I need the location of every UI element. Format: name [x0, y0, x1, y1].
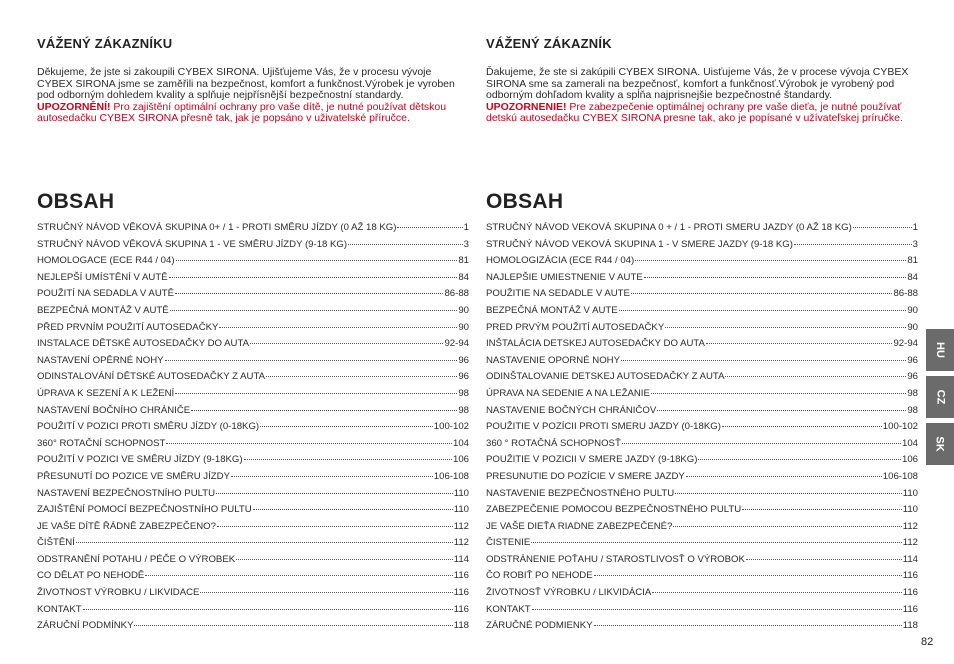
toc-entry-title: ODSTRÁNENIE POŤAHU / STAROSTLIVOSŤ O VÝROBOK: [486, 553, 745, 565]
greeting-heading: VÁŽENÝ ZÁKAZNÍK: [486, 36, 612, 51]
toc-entry-title: ŽIVOTNOST VÝROBKU / LIKVIDACE: [37, 587, 200, 599]
toc-entry: [37, 602, 469, 619]
toc-entry: [486, 336, 918, 353]
toc-entry: [486, 253, 918, 270]
language-tab-label: SK: [934, 436, 946, 452]
toc-entry-title: NEJLEPŠÍ UMÍSTĚNÍ V AUTĚ: [37, 271, 168, 283]
toc-entry-page: 112: [902, 537, 918, 549]
slovak-column: [486, 36, 918, 635]
greeting-heading: VÁŽENÝ ZÁKAZNÍKU: [37, 36, 173, 51]
toc-entry: [486, 618, 918, 635]
toc-entry-page: 92-94: [444, 338, 469, 350]
toc-entry: [486, 585, 918, 602]
toc-entry-title: NASTAVENIE OPORNÉ NOHY: [486, 354, 620, 366]
toc-leader-dots: [176, 260, 458, 261]
language-tab-sk[interactable]: [926, 423, 954, 465]
toc-entry-title: PRED PRVÝM POUŽITÍ AUTOSEDAČKY: [486, 321, 665, 333]
toc-leader-dots: [76, 542, 453, 543]
toc-entry: [37, 469, 469, 486]
toc-entry-page: 96: [458, 354, 469, 366]
toc-entry: [486, 386, 918, 403]
toc-entry: [37, 303, 469, 320]
warning-text: Pre zabezpečenie optimálnej ochrany pre vaše dieťa, je nutné používať detskú autosedačku CYBEX SIRONA presne tak, ako je popísané v užívateľskej príručke.: [486, 100, 903, 125]
toc-entry-title: POUŽITIE V POZÍCII PROTI SMERU JAZDY (0-18KG): [486, 421, 721, 433]
toc-entry: [486, 286, 918, 303]
toc-leader-dots: [169, 277, 458, 278]
toc-entry-page: 106: [452, 454, 469, 466]
toc-leader-dots: [794, 244, 912, 245]
toc-entry: [486, 237, 918, 254]
toc-leader-dots: [250, 343, 443, 344]
toc-entry-page: 106: [901, 454, 918, 466]
toc-entry: [37, 369, 469, 386]
toc-entry-page: 116: [902, 570, 918, 582]
toc-entry-title: NASTAVENÍ BOČNÍHO CHRÁNIČE: [37, 404, 191, 416]
table-of-contents: [486, 220, 918, 635]
toc-entry-title: HOMOLOGIZÁCIA (ECE R44 / 04): [486, 255, 635, 267]
toc-entry-page: 92-94: [893, 338, 918, 350]
toc-entry-title: ZAJIŠTĚNÍ POMOCÍ BEZPEČNOSTNÍHO PULTU: [37, 504, 252, 516]
toc-entry-title: BEZPEČNÁ MONTÁŽ V AUTĚ: [37, 304, 169, 316]
toc-entry-page: 112: [902, 520, 918, 532]
toc-entry-title: STRUČNÝ NÁVOD VEKOVÁ SKUPINA 0 + / 1 - PROTI SMERU JAZDY (0 AŽ 18 KG): [486, 222, 852, 233]
toc-entry-title: ÚPRAVA K SEZENÍ A K LEŽENÍ: [37, 387, 175, 399]
toc-entry: [486, 436, 918, 453]
toc-entry-page: 100-102: [433, 421, 469, 433]
toc-entry-title: ČISTENIE: [486, 537, 531, 549]
toc-entry-page: 96: [458, 371, 469, 383]
toc-entry-title: CO DĚLAT PO NEHODĚ: [37, 570, 145, 582]
toc-entry-title: 360° ROTAČNÍ SCHOPNOST: [37, 437, 166, 449]
toc-entry: [37, 386, 469, 403]
toc-leader-dots: [348, 244, 463, 245]
toc-entry: [37, 253, 469, 270]
toc-entry: [37, 585, 469, 602]
toc-entry-title: NASTAVENIE BOČNÝCH CHRÁNIČOV: [486, 404, 657, 416]
warning-label: UPOZORNENIE!: [486, 100, 567, 113]
intro-paragraph: Děkujeme, že jste si zakoupili CYBEX SIRONA. Ujišťujeme Vás, že v procesu vývoje CYBEX SIRONA jsme se zaměřili na bezpečnost, komfort a funkčnost.Výrobek je vyroben pod odborným dohledem kvality a splňuje nejpřísnější bezpečnostní standardy.: [37, 66, 455, 102]
toc-entry: [37, 486, 469, 503]
toc-entry-title: STRUČNÝ NÁVOD VEKOVÁ SKUPINA 1 - V SMERE JAZDY (9-18 KG): [486, 238, 793, 250]
contents-title: OBSAH: [37, 190, 115, 213]
toc-entry-page: 106-108: [433, 470, 469, 482]
toc-entry-page: 98: [907, 387, 918, 399]
toc-entry-title: POUŽITÍ V POZICI VE SMĚRU JÍZDY (9-18KG): [37, 454, 243, 466]
toc-leader-dots: [652, 592, 901, 593]
toc-leader-dots: [531, 542, 901, 543]
toc-leader-dots: [675, 493, 902, 494]
toc-leader-dots: [532, 609, 902, 610]
toc-entry: [37, 320, 469, 337]
toc-entry: [486, 602, 918, 619]
toc-entry-title: NASTAVENÍ BEZPEČNOSTNÍHO PULTU: [37, 487, 216, 499]
toc-entry: [486, 270, 918, 287]
toc-entry-page: 110: [453, 487, 469, 499]
toc-entry-page: 116: [453, 587, 469, 599]
toc-entry-page: 100-102: [882, 421, 918, 433]
toc-entry-page: 98: [458, 404, 469, 416]
toc-entry-page: 90: [458, 304, 469, 316]
toc-entry-title: PŘED PRVNÍM POUŽITÍ AUTOSEDAČKY: [37, 321, 219, 333]
toc-entry: [486, 353, 918, 370]
toc-leader-dots: [200, 592, 452, 593]
toc-leader-dots: [231, 476, 433, 477]
toc-entry: [37, 618, 469, 635]
toc-entry-title: INŠTALÁCIA DETSKEJ AUTOSEDAČKY DO AUTA: [486, 338, 705, 350]
toc-entry-page: 112: [453, 537, 469, 549]
toc-entry-page: 1: [912, 222, 918, 233]
toc-leader-dots: [266, 376, 457, 377]
toc-entry-page: 96: [907, 354, 918, 366]
toc-entry: [37, 270, 469, 287]
toc-entry-page: 104: [452, 437, 469, 449]
toc-leader-dots: [236, 559, 453, 560]
toc-entry-title: POUŽITIE NA SEDADLE V AUTE: [486, 288, 630, 300]
toc-entry: [486, 552, 918, 569]
toc-leader-dots: [134, 625, 452, 626]
toc-leader-dots: [706, 343, 893, 344]
toc-entry: [37, 419, 469, 436]
toc-leader-dots: [853, 227, 912, 228]
toc-entry-page: 84: [458, 271, 469, 283]
toc-leader-dots: [594, 625, 902, 626]
toc-entry-page: 96: [907, 371, 918, 383]
toc-entry-page: 110: [902, 504, 918, 516]
toc-leader-dots: [216, 493, 453, 494]
toc-entry-title: HOMOLOGACE (ECE R44 / 04): [37, 255, 175, 267]
toc-entry-title: ODSTRANĚNÍ POTAHU / PÉČE O VÝROBEK: [37, 553, 236, 565]
toc-entry-page: 90: [458, 321, 469, 333]
toc-leader-dots: [631, 293, 893, 294]
toc-leader-dots: [742, 509, 902, 510]
toc-entry-page: 84: [907, 271, 918, 283]
toc-leader-dots: [175, 393, 457, 394]
toc-entry-page: 98: [458, 387, 469, 399]
toc-leader-dots: [260, 426, 433, 427]
toc-leader-dots: [686, 476, 882, 477]
toc-entry-title: 360 ° ROTAČNÁ SCHOPNOSŤ: [486, 437, 621, 449]
toc-entry-title: POUŽITIE V POZICII V SMERE JAZDY (9-18KG): [486, 454, 698, 466]
toc-entry-page: 81: [458, 255, 469, 267]
toc-entry-title: KONTAKT: [37, 603, 82, 615]
toc-entry: [486, 419, 918, 436]
toc-entry-title: ODINSTALOVÁNÍ DĚTSKÉ AUTOSEDAČKY Z AUTA: [37, 371, 265, 383]
toc-leader-dots: [657, 410, 906, 411]
toc-entry: [37, 286, 469, 303]
toc-entry-title: NAJLEPŠIE UMIESTNENIE V AUTE: [486, 271, 643, 283]
warning-label: UPOZORNĚNÍ!: [37, 100, 111, 113]
toc-entry: [37, 403, 469, 420]
toc-entry-title: ČIŠTĚNÍ: [37, 537, 75, 549]
toc-leader-dots: [217, 526, 453, 527]
toc-entry-title: INSTALACE DĚTSKÉ AUTOSEDAČKY DO AUTA: [37, 338, 250, 350]
toc-entry-title: JE VAŠE DIEŤA RIADNE ZABEZPEČENÉ?: [486, 520, 673, 532]
toc-entry: [486, 220, 918, 237]
toc-entry: [486, 469, 918, 486]
toc-entry-page: 104: [901, 437, 918, 449]
language-tab-cz[interactable]: [926, 376, 954, 418]
toc-entry-page: 110: [902, 487, 918, 499]
toc-entry-title: KONTAKT: [486, 603, 531, 615]
toc-leader-dots: [622, 443, 901, 444]
intro-paragraph: Ďakujeme, že ste si zakúpili CYBEX SIRONA. Uisťujeme Vás, že v procese vývoja CYBEX SIRONA sme sa zamerali na bezpečnosť, komfort a funkčnosť.Výrobok je vyrobený pod odborným dohľadom kvality a spĺňa najprisnejšie bezpečnostné štandardy.: [486, 66, 909, 102]
toc-leader-dots: [651, 393, 906, 394]
toc-entry-page: 3: [912, 238, 918, 250]
toc-leader-dots: [619, 310, 907, 311]
toc-entry: [37, 353, 469, 370]
toc-entry-title: NASTAVENÍ OPĚRNÉ NOHY: [37, 354, 164, 366]
toc-entry: [37, 568, 469, 585]
toc-entry: [37, 220, 469, 237]
toc-entry-page: 116: [902, 603, 918, 615]
toc-entry-page: 81: [907, 255, 918, 267]
toc-entry: [486, 519, 918, 536]
toc-leader-dots: [83, 609, 453, 610]
toc-leader-dots: [725, 376, 906, 377]
toc-entry-page: 86-88: [893, 288, 918, 300]
toc-entry: [486, 403, 918, 420]
toc-entry-page: 118: [902, 620, 918, 632]
toc-entry-title: POUŽITÍ V POZICI PROTI SMĚRU JÍZDY (0-18KG): [37, 421, 260, 433]
toc-leader-dots: [746, 559, 902, 560]
toc-leader-dots: [244, 459, 452, 460]
intro-text-block: [486, 67, 918, 188]
language-tab-hu[interactable]: [926, 329, 954, 371]
toc-entry-title: ŽIVOTNOSŤ VÝROBKU / LIKVIDÁCIA: [486, 587, 652, 599]
toc-entry: [486, 486, 918, 503]
toc-entry-page: 1: [463, 222, 469, 233]
toc-leader-dots: [170, 310, 458, 311]
language-tabs: [926, 329, 954, 470]
toc-entry-title: POUŽITÍ NA SEDADLA V AUTĚ: [37, 288, 175, 300]
toc-entry-page: 118: [453, 620, 469, 632]
toc-leader-dots: [175, 293, 443, 294]
toc-entry-page: 116: [902, 587, 918, 599]
toc-leader-dots: [191, 410, 457, 411]
toc-leader-dots: [665, 327, 906, 328]
toc-leader-dots: [698, 459, 901, 460]
toc-leader-dots: [621, 360, 906, 361]
toc-entry-page: 116: [453, 603, 469, 615]
toc-entry: [486, 568, 918, 585]
toc-leader-dots: [635, 260, 906, 261]
language-tab-label: CZ: [933, 389, 946, 405]
toc-entry: [37, 336, 469, 353]
toc-entry-title: ÚPRAVA NA SEDENIE A NA LEŽANIE: [486, 387, 650, 399]
toc-entry-page: 106-108: [882, 470, 918, 482]
toc-entry-page: 114: [902, 553, 918, 565]
toc-entry-title: BEZPEČNÁ MONTÁŽ V AUTE: [486, 304, 618, 316]
toc-entry-page: 3: [463, 238, 469, 250]
toc-entry: [486, 502, 918, 519]
toc-entry: [37, 535, 469, 552]
czech-column: [37, 36, 469, 635]
toc-entry-title: ODINŠTALOVANIE DETSKEJ AUTOSEDAČKY Z AUTA: [486, 371, 725, 383]
toc-entry-title: STRUČNÝ NÁVOD VĚKOVÁ SKUPINA 0+ / 1 - PROTI SMĚRU JÍZDY (0 AŽ 18 KG): [37, 222, 397, 233]
toc-entry: [37, 436, 469, 453]
language-tab-label: HU: [933, 342, 946, 358]
toc-entry-page: 90: [907, 321, 918, 333]
toc-entry-title: ZÁRUČNÍ PODMÍNKY: [37, 620, 134, 632]
toc-entry-page: 116: [453, 570, 469, 582]
toc-entry: [486, 535, 918, 552]
toc-entry-title: ČO ROBIŤ PO NEHODE: [486, 570, 593, 582]
toc-entry-title: STRUČNÝ NÁVOD VĚKOVÁ SKUPINA 1 - VE SMĚRU JÍZDY (9-18 KG): [37, 238, 348, 250]
intro-text-block: [37, 67, 469, 188]
toc-leader-dots: [673, 526, 901, 527]
contents-title: OBSAH: [486, 190, 564, 213]
toc-entry: [37, 552, 469, 569]
warning-paragraph: [37, 102, 469, 125]
toc-leader-dots: [219, 327, 457, 328]
toc-entry-page: 110: [453, 504, 469, 516]
toc-leader-dots: [722, 426, 882, 427]
toc-entry-title: ZABEZPEČENIE POMOCOU BEZPEČNOSTNÉHO PULTU: [486, 504, 742, 516]
page-number: 82: [921, 636, 934, 648]
toc-entry: [37, 452, 469, 469]
toc-entry-page: 114: [453, 553, 469, 565]
toc-leader-dots: [165, 360, 458, 361]
toc-leader-dots: [594, 575, 902, 576]
toc-leader-dots: [644, 277, 907, 278]
toc-entry: [486, 452, 918, 469]
toc-entry-title: NASTAVENIE BEZPEČNOSTNÉHO PULTU: [486, 487, 675, 499]
toc-entry-title: ZÁRUČNÉ PODMIENKY: [486, 620, 593, 632]
toc-entry: [486, 320, 918, 337]
toc-entry: [37, 519, 469, 536]
toc-entry: [486, 303, 918, 320]
table-of-contents: [37, 220, 469, 635]
toc-entry-page: 86-88: [444, 288, 469, 300]
toc-entry-page: 112: [453, 520, 469, 532]
toc-entry-page: 98: [907, 404, 918, 416]
toc-entry: [37, 237, 469, 254]
toc-leader-dots: [253, 509, 453, 510]
toc-entry: [37, 502, 469, 519]
toc-leader-dots: [145, 575, 452, 576]
warning-text: Pro zajištění optimální ochrany pro vaše dítě, je nutné používat dětskou autosedačku CYBEX SIRONA přesně tak, jak je popsáno v uživatelské příručce.: [37, 100, 447, 125]
toc-leader-dots: [397, 227, 462, 228]
toc-entry-page: 90: [907, 304, 918, 316]
toc-entry-title: PŘESUNUTÍ DO POZICE VE SMĚRU JÍZDY: [37, 470, 230, 482]
toc-entry-title: PRESUNUTIE DO POZÍCIE V SMERE JAZDY: [486, 470, 685, 482]
warning-paragraph: [486, 102, 918, 125]
toc-entry: [486, 369, 918, 386]
toc-entry-title: JE VAŠE DÍTĚ ŘÁDNĚ ZABEZPEČENO?: [37, 520, 216, 532]
toc-leader-dots: [166, 443, 452, 444]
